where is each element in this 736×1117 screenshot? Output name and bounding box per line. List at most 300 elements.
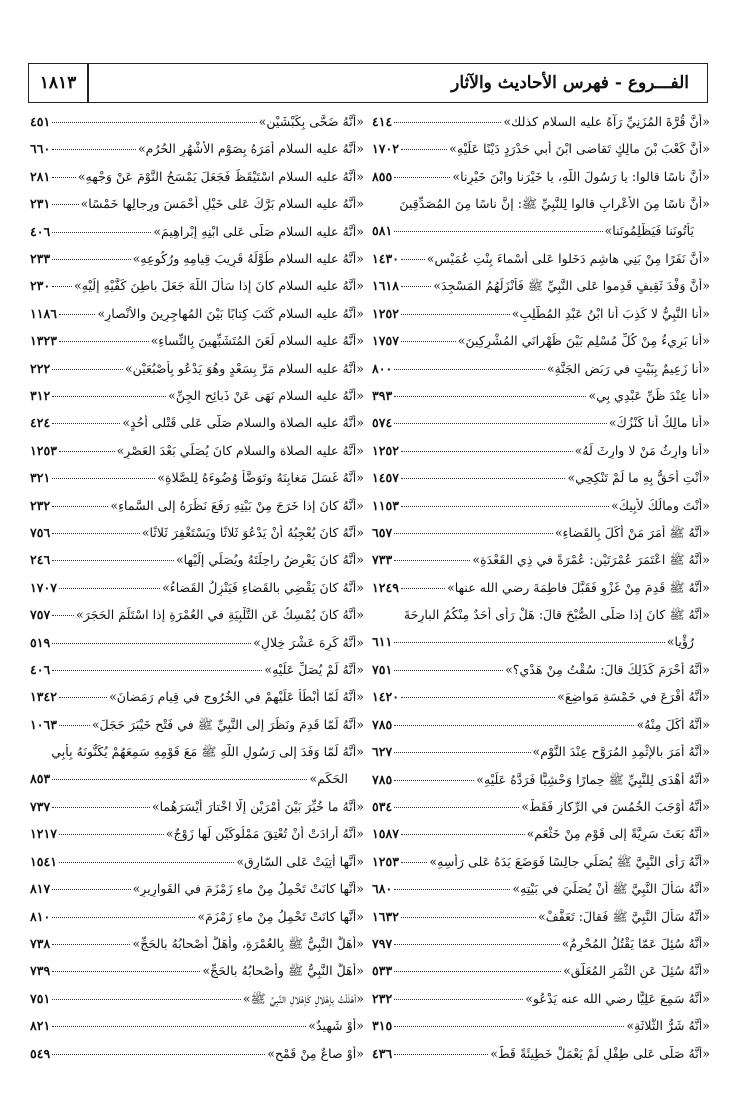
entry-line [370, 498, 710, 514]
hadith-text: «أنَّ ناسًا مِنَ الأعْرابِ قالوا لِلنَّبِيِّ ﷺ: إنَّ ناسًا مِنَ المُصَدِّقِينَ [399, 196, 710, 212]
leader-dots [52, 944, 130, 945]
leader-dots [52, 560, 174, 561]
page-reference: ١٤٣٠ [372, 251, 400, 266]
index-entry [28, 388, 364, 404]
page-reference: ٧٨٥ [372, 716, 393, 732]
index-entry [28, 689, 364, 705]
leader-dots [394, 231, 602, 232]
leader-dots [52, 999, 241, 1000]
entry-line [28, 1018, 364, 1034]
index-entry [370, 114, 710, 130]
entry-line [28, 306, 364, 322]
hadith-text: «أنَّهُ أحْرَمَ كَذَلِكَ قالَ: سُقْتُ مِنْ هَدْيٍ؟» [505, 662, 710, 677]
hadith-text: «أنَّهُ ضَحَّى بِكَبْشَيْنِ» [258, 114, 364, 129]
entry-line [370, 388, 710, 404]
leader-dots [52, 478, 155, 479]
index-entry [28, 196, 364, 212]
index-entry [28, 333, 364, 349]
page-reference: ١٢٥٢ [372, 442, 400, 458]
page-reference: ٥٨١ [372, 223, 393, 239]
entry-line [28, 141, 364, 157]
entry-line [28, 607, 364, 623]
hadith-text: «أنَّهُ كَرِهَ عَشْرَ خِلالٍ» [253, 634, 364, 650]
index-entry [28, 635, 364, 651]
leader-dots [52, 506, 108, 507]
leader-dots [52, 971, 200, 972]
leader-dots [401, 149, 447, 150]
index-entry [370, 744, 710, 760]
page-reference: ٨١٧ [30, 881, 51, 897]
hadith-text: «أنَّهُ سَمِعَ عَلِيًّا رضي الله عنه يَدْعُو» [525, 990, 710, 1006]
hadith-text: «أنا وارِثُ مَنْ لا وارِثَ لَهُ» [574, 442, 710, 458]
entry-line [370, 991, 710, 1007]
leader-dots [394, 944, 559, 945]
page-reference: ٧٩٧ [372, 936, 393, 951]
entry-line [28, 443, 364, 459]
entry-line [370, 306, 710, 322]
entry-line [28, 415, 364, 431]
hadith-text: «أنَّها كانَتْ تَحْمِلُ مِنْ ماءِ زَمْزَمَ في القَوارِيرِ» [132, 881, 364, 897]
page-reference: ١٢٥٣ [30, 442, 58, 458]
leader-dots [52, 1054, 265, 1055]
leader-dots [394, 780, 474, 781]
page-reference: ٢٣٢ [372, 990, 393, 1006]
leader-dots [52, 204, 78, 205]
entry-line [370, 662, 710, 678]
hadith-text: «أنَّهُ سَألَ النَّبِيَّ ﷺ فَقالَ: تَعَفَّفْ» [538, 908, 710, 924]
page-reference: ٧٣٣ [372, 552, 393, 568]
leader-dots [401, 834, 525, 835]
hadith-text: «أهْلَلْتُ بِإهْلالٍ كَإهْلالِ النَّبِيِّ ﷺ» [242, 990, 364, 1006]
leader-dots [401, 478, 565, 479]
index-entry [370, 278, 710, 294]
leader-dots [394, 122, 501, 123]
leader-dots [394, 725, 634, 726]
index-entry [28, 114, 364, 130]
entry-line [28, 1046, 364, 1062]
index-entry [370, 991, 710, 1007]
page-reference: ٧٥١ [372, 662, 393, 677]
entry-line [28, 854, 364, 870]
index-entry [370, 470, 710, 486]
entry-line [370, 799, 710, 815]
entry-line [28, 936, 364, 952]
entry-line [370, 415, 710, 431]
hadith-text: «أنَّهُ كانَ إذا خَرَجَ مِنْ بَيْتِهِ رَفَعَ نَظَرَهُ إلى السَّماءِ» [110, 497, 364, 513]
index-entry [370, 251, 710, 267]
index-entry [28, 278, 364, 294]
index-entry [28, 662, 364, 678]
leader-dots [401, 506, 609, 507]
leader-dots [394, 1054, 488, 1055]
hadith-text: «أنَّهُ عليه السلام لَعَنَ المُتَشَبِّهِينَ بِالنِّساءِ» [150, 333, 364, 349]
index-entry [28, 799, 364, 815]
index-entry [28, 361, 364, 377]
index-entry [370, 772, 710, 788]
entry-line [28, 717, 364, 733]
hadith-text: «أنَّهُ أرادَتْ أنْ تُعْتِقَ مَمْلُوكَيْنِ لَها زَوْجٌ» [165, 826, 364, 842]
index-entry [28, 744, 364, 787]
page-reference: ١٦١٨ [372, 278, 400, 294]
hadith-text: «أنَّهُ عليه السلام نَهَى عَنْ ذَبائِحِ الجِنِّ» [168, 388, 364, 403]
entry-line [370, 141, 710, 157]
entry-line [28, 169, 364, 185]
hadith-text: «أنَّهُ أوْجَبَ الخُمُسَ في الرِّكازِ فَقَطْ» [521, 799, 710, 814]
hadith-text: «أنَّهُ لَمّا قَدِمَ ونَظَرَ إلى النَّبِيِّ ﷺ في فَتْحِ خَيْبَرَ حَجَلَ» [91, 716, 364, 732]
entry-line [370, 114, 710, 130]
page-reference: ١٦٣٢ [372, 908, 400, 924]
hadith-text: «أنَّ ناسًا قالوا: يا رَسُولَ اللَّهِ، يا خَيْرَنا وابْنَ خَيْرِنا» [452, 168, 710, 184]
entry-line [370, 717, 710, 733]
index-entry [28, 251, 364, 267]
hadith-text: «أنَّهُ عليه السلام بَرَّكَ عَلى خَيْلِ أحْمَسَ ورِجالِها خَمْسًا» [80, 196, 364, 212]
page-reference: ٧٣٨ [30, 936, 51, 951]
hadith-text: «أنَّهُ ﷺ قَدِمَ مِنْ غَزْوٍ فَقَبَّلَ فاطِمَةَ رضي الله عنها» [447, 579, 710, 595]
hadith-text: «أنَّهُ ما خُيِّرَ بَيْنَ أمْرَيْنِ إلّا اخْتارَ أيْسَرَهُما» [151, 799, 364, 814]
page-reference: ٢٣٢ [30, 497, 51, 513]
page-reference: ١٥٨٧ [372, 826, 400, 842]
index-entry [28, 470, 364, 486]
entry-line [28, 224, 364, 240]
index-entry [370, 169, 710, 185]
page-reference: ٨٢١ [30, 1018, 51, 1034]
page-reference: ١٠٦٣ [30, 716, 58, 732]
hadith-text: «أوْ صاعٌ مِنْ قَمْحٍ» [267, 1045, 364, 1061]
leader-dots [52, 259, 130, 260]
hadith-text: «أنَّهُ عليه الصلاة والسلام كانَ يُصَلِّي بَعْدَ العَصْرِ» [116, 442, 364, 458]
entry-line [28, 580, 364, 596]
page-reference: ٤٥١ [30, 114, 51, 129]
page-reference: ٤٣٦ [372, 1045, 393, 1061]
page-reference: ٢٣٣ [30, 251, 51, 266]
hadith-text: «أهَلَّ النَّبِيُّ ﷺ وأصْحابُهُ بالحَجِّ» [202, 963, 364, 979]
hadith-text: «أنَّ كَعْبَ بْنَ مالِكٍ تَقاضى ابْنَ أبي حَدْرَدٍ دَيْنًا عَلَيْهِ» [449, 141, 710, 157]
entry-line [370, 881, 710, 897]
leader-dots [394, 971, 561, 972]
page-header [28, 63, 708, 103]
entry-line [370, 169, 710, 185]
hadith-text-continuation: رُؤْيا» [666, 634, 694, 650]
hadith-text: «أهَلَّ النَّبِيُّ ﷺ بِالعُمْرَةِ، وأهَلَّ أصْحابُهُ بالحَجِّ» [132, 936, 364, 951]
page-reference: ٣١٥ [372, 1018, 393, 1034]
leader-dots [401, 697, 555, 698]
leader-dots [394, 533, 553, 534]
index-entry [28, 552, 364, 568]
index-entry [28, 415, 364, 431]
hadith-text: «أنَّهُ رَأى النَّبِيَّ ﷺ يُصَلِّي جالِسًا فَوَضَعَ يَدَهُ عَلى رَأْسِهِ» [429, 853, 710, 869]
hadith-text: «أنَّهُ سَألَ النَّبِيَّ ﷺ أنْ يُصَلِّيَ في بَيْتِهِ» [512, 881, 710, 897]
leader-dots [52, 286, 72, 287]
entry-line [28, 909, 364, 925]
leader-dots [401, 451, 573, 452]
page-reference: ٨٥٣ [30, 771, 51, 787]
entry-line [370, 963, 710, 979]
page-reference: ٥١٩ [30, 634, 51, 650]
index-entry [370, 881, 710, 897]
hadith-text: «أنَّهُ عليه السلام كَتَبَ كِتابًا بَيْنَ المُهاجِرِينَ والأنْصارِ» [97, 305, 364, 321]
hadith-text: «أنَّهُ كانَ يُمْسِكُ عَنِ التَّلْبِيَةِ في العُمْرَةِ إذا اسْتَلَمَ الحَجَرَ» [76, 607, 364, 623]
leader-dots [394, 560, 470, 561]
hadith-text: «أنَّهُ عليه السلام كانَ إذا سَألَ اللَّهَ جَعَلَ باطِنَ كَفَّيْهِ إلَيْهِ» [74, 278, 364, 294]
index-entry [28, 717, 364, 733]
entry-line-continuation [370, 223, 710, 239]
page-reference: ١٢١٧ [30, 826, 58, 842]
leader-dots [394, 369, 545, 370]
page-reference: ٧٥٦ [30, 525, 51, 540]
entry-line [370, 744, 710, 760]
entry-line [28, 388, 364, 404]
entry-line [28, 498, 364, 514]
index-entry [28, 1046, 364, 1062]
page-reference: ٢٤٦ [30, 552, 51, 568]
entry-line [370, 580, 710, 596]
entry-line [370, 361, 710, 377]
index-entry [370, 415, 710, 431]
hadith-text: «أنَّهُ عليه السلام مَرَّ بِسَعْدٍ وهُوَ يَدْعُو بِأُصْبُعَيْنِ» [124, 360, 364, 376]
index-entry [370, 498, 710, 514]
leader-dots [52, 889, 130, 890]
entry-line [28, 662, 364, 678]
index-entry [370, 443, 710, 459]
index-entry [370, 361, 710, 377]
leader-dots [52, 423, 120, 424]
entry-line [370, 552, 710, 568]
index-entry [370, 525, 710, 541]
page-reference: ٥٤٩ [30, 1045, 51, 1061]
hadith-text: «أنَّهُ كانَ يَعْرِضُ راحِلَتَهُ ويُصَلِّي إلَيْها» [175, 552, 364, 568]
hadith-text: «أنَّهُ عليه السلام اسْتَيْقَظَ فَجَعَلَ يَمْسَحُ النَّوْمَ عَنْ وَجْهِهِ» [77, 168, 364, 184]
hadith-text: «أنَّهُ صَلَّى عَلى طِفْلٍ لَمْ يَعْمَلْ خَطِيئَةً قَطُّ» [490, 1045, 710, 1061]
entry-line [370, 278, 710, 294]
page-reference: ٧٥١ [30, 990, 51, 1006]
page-reference: ١٣٤٢ [30, 689, 58, 705]
leader-dots [59, 341, 149, 342]
entry-line [28, 470, 364, 486]
hadith-text: «أنَّها أُتِيَتْ عَلى السّارِقِ» [236, 853, 364, 869]
leader-dots [59, 834, 164, 835]
index-entry [370, 799, 710, 815]
entry-line [370, 196, 710, 212]
hadith-text: «أنا مالِكٌ أنا كَنْزُكَ» [608, 415, 710, 431]
entry-line [28, 826, 364, 842]
index-entry [370, 141, 710, 157]
entry-line [370, 772, 710, 788]
leader-dots [52, 807, 150, 808]
page-reference: ١٧٠٢ [372, 141, 400, 157]
hadith-text: «أنَّهُ سُئِلَ عَنِ الثَّمَرِ المُعَلَّقِ» [563, 963, 710, 979]
leader-dots [394, 670, 503, 671]
page-reference: ٥٣٤ [372, 799, 393, 814]
page-reference: ٧٨٥ [372, 771, 393, 787]
page-reference: ١٢٥٢ [372, 305, 400, 321]
leader-dots [59, 314, 95, 315]
leader-dots [394, 999, 523, 1000]
leader-dots [52, 396, 166, 397]
index-entry [28, 991, 364, 1007]
index-entry [370, 689, 710, 705]
page-reference: ١٢٤٩ [372, 579, 400, 595]
hadith-text: «أنَّهُ لَمّا وَفَدَ إلى رَسُولِ اللَّهِ ﷺ مَعَ قَوْمِهِ سَمِعَهُمْ يُكَنُّونَهُ بِأبِي [51, 744, 364, 760]
entry-line [370, 333, 710, 349]
leader-dots [394, 642, 664, 643]
hadith-text-continuation: يَأْتُونَنا فَيَظْلِمُونَنا» [604, 223, 694, 239]
leader-dots [394, 807, 519, 808]
page-reference: ٤١٤ [372, 114, 393, 129]
entry-line [370, 251, 710, 267]
leader-dots [52, 670, 262, 671]
hadith-text: «أنَّها كانَتْ تَحْمِلُ مِنْ ماءِ زَمْزَمَ» [197, 908, 364, 924]
page-reference: ٢٣١ [30, 196, 51, 212]
leader-dots [401, 862, 427, 863]
page-reference: ٣٢١ [30, 470, 51, 486]
page-reference: ٢٣٠ [30, 278, 51, 294]
index-entry [28, 224, 364, 240]
hadith-text: «أنا عِنْدَ ظَنِّ عَبْدِي بِي» [588, 388, 710, 403]
index-entry [28, 141, 364, 157]
leader-dots [394, 752, 530, 753]
entry-line [28, 991, 364, 1007]
hadith-text: «أنْتَ ومالُكَ لأبِيكَ» [610, 497, 710, 513]
index-entry [370, 552, 710, 568]
hadith-text: «أنَّهُ عليه السلام طَوَّلَهُ قَرِيبَ قِيامِهِ ورُكُوعِهِ» [132, 251, 364, 266]
hadith-text-continuation: الحَكَمِ» [309, 771, 348, 787]
page-reference: ٨٥٥ [372, 168, 393, 184]
hadith-text: «أنا بَرِيءٌ مِنْ كُلِّ مُسْلِمٍ بَيْنَ ظَهْرانَيِ المُشْرِكِينَ» [457, 333, 710, 349]
leader-dots [52, 177, 76, 178]
leader-dots [52, 149, 136, 150]
entry-line [28, 552, 364, 568]
page-reference: ١١٨٦ [30, 305, 58, 321]
entry-line [370, 525, 710, 541]
entry-line [28, 881, 364, 897]
leader-dots [401, 917, 536, 918]
index-entry [28, 881, 364, 897]
index-entry [370, 854, 710, 870]
page-reference: ٣٩٣ [372, 388, 393, 403]
index-entry [28, 525, 364, 541]
hadith-text: «أنَّ قُرَّةَ المُزَنِيِّ رَآهُ عليه السلام كذلك» [503, 114, 710, 129]
hadith-text: «أنَّهُ غَسَلَ مَغابِنَهُ وتَوَضَّأَ وُضُوءَهُ لِلصَّلاةِ» [157, 470, 364, 486]
index-entry [28, 498, 364, 514]
hadith-text: «أنَّهُ كانَ يَقْضِي بالقَضاءِ فَيَنْزِلُ القَضاءُ» [162, 579, 364, 595]
hadith-text: «أنَّهُ أهْدَى لِلنَّبِيِّ ﷺ حِمارًا وَحْشِيًّا فَرَدَّهُ عَلَيْهِ» [476, 771, 710, 787]
index-entry [370, 826, 710, 842]
hadith-text: «أنا النَّبِيُّ لا كَذِبَ أنا ابْنُ عَبْدِ المُطَّلِبِ» [511, 305, 710, 321]
page-reference: ١٤٥٧ [372, 470, 400, 486]
hadith-text: «أنَّهُ أمَرَ بالإثْمِدِ المُرَوَّحِ عِنْدَ النَّوْمِ» [532, 744, 710, 760]
page-reference: ١١٥٣ [372, 497, 400, 513]
entry-line [370, 854, 710, 870]
index-entry [28, 1018, 364, 1034]
page-reference: ٢٨١ [30, 168, 51, 184]
hadith-text: «أنَّهُ عليه السلام أمَرَهُ بِصَوْمِ الأشْهُرِ الحُرُمِ» [137, 141, 364, 157]
entry-line [370, 607, 710, 623]
index-entry [28, 963, 364, 979]
entry-line [28, 251, 364, 267]
index-entry [28, 909, 364, 925]
index-entry [370, 388, 710, 404]
leader-dots [394, 1026, 624, 1027]
page-reference: ٤٢٤ [30, 415, 51, 431]
leader-dots [401, 259, 425, 260]
entry-line [28, 278, 364, 294]
hadith-text: «أنَّهُ ﷺ أمَرَ مَنْ أكَلَ بِالقَضاءِ» [554, 525, 710, 540]
page-reference: ١٢٥٣ [372, 853, 400, 869]
page-number: ١٨١٣ [39, 73, 77, 93]
entry-line [28, 196, 364, 212]
entry-line [28, 114, 364, 130]
entry-line [370, 689, 710, 705]
entry-line [370, 1018, 710, 1034]
index-entry [370, 196, 710, 239]
leader-dots [52, 779, 307, 780]
hadith-text: «أنَّهُ عليه السلام صَلَّى عَلى ابْنِهِ إبْراهِيمَ» [153, 223, 364, 239]
leader-dots [394, 423, 606, 424]
leader-dots [52, 369, 123, 370]
leader-dots [52, 1026, 306, 1027]
hadith-text: «أنَّهُ لَمّا أبْطَأَ عَلَيْهِمْ في الخُرُوجِ في قِيامِ رَمَضانَ» [109, 689, 364, 705]
leader-dots [52, 615, 74, 616]
leader-dots [401, 341, 456, 342]
hadith-text: «أنَّ نَفَرًا مِنْ بَنِي هاشِمٍ دَخَلوا عَلى أسْماءَ بِنْتِ عُمَيْسٍ» [426, 251, 710, 266]
page-reference: ٦٢٧ [372, 744, 393, 760]
entry-line [28, 525, 364, 541]
index-entry [28, 580, 364, 596]
leader-dots [52, 917, 195, 918]
hadith-text: «أنَّهُ أكَلَ مِنْهُ» [636, 716, 710, 732]
index-entry [370, 662, 710, 678]
leader-dots [52, 643, 251, 644]
entry-line [370, 443, 710, 459]
index-entry [28, 936, 364, 952]
entry-line [28, 744, 364, 760]
hadith-text: «أنَّهُ سُئِلَ عَمّا يَقْتُلُ المُحْرِمُ» [561, 936, 710, 951]
page-reference: ٨٠٠ [372, 360, 393, 376]
header-title: الفـــروع - فهرس الأحاديث والآثار [451, 73, 689, 93]
index-entry [370, 333, 710, 349]
entry-line-continuation [28, 771, 364, 787]
entry-line [28, 689, 364, 705]
page-reference: ٤٠٦ [30, 662, 51, 677]
leader-dots [59, 697, 107, 698]
page-reference: ١٧٥٧ [372, 333, 400, 349]
page-reference: ١٥٤١ [30, 853, 58, 869]
index-entry [370, 717, 710, 733]
index-entry [370, 607, 710, 650]
index-entry [370, 1046, 710, 1062]
page-reference: ٢٢٢ [30, 360, 51, 376]
hadith-text: «أنَّهُ عليه الصلاة والسلام صَلَّى عَلى قَتْلى أُحُدٍ» [122, 415, 364, 431]
index-entry [370, 909, 710, 925]
leader-dots [59, 451, 115, 452]
page-reference: ١٤٢٠ [372, 689, 400, 705]
entry-line [370, 1046, 710, 1062]
page-reference: ٧٣٧ [30, 799, 51, 814]
page-reference: ١٣٢٣ [30, 333, 58, 349]
leader-dots [401, 286, 431, 287]
page-reference: ٦٦٠ [30, 141, 51, 157]
entry-line [370, 936, 710, 952]
leader-dots [59, 588, 160, 589]
leader-dots [394, 177, 450, 178]
entry-line [370, 909, 710, 925]
entry-line [28, 333, 364, 349]
index-entry [28, 169, 364, 185]
leader-dots [52, 122, 256, 123]
hadith-text: «أنَّهُ ﷺ اعْتَمَرَ عُمْرَتَيْنِ: عُمْرَةً في ذِي القَعْدَةِ» [472, 552, 710, 568]
page-reference: ٥٧٤ [372, 415, 393, 431]
page-reference: ٤٠٦ [30, 223, 51, 239]
